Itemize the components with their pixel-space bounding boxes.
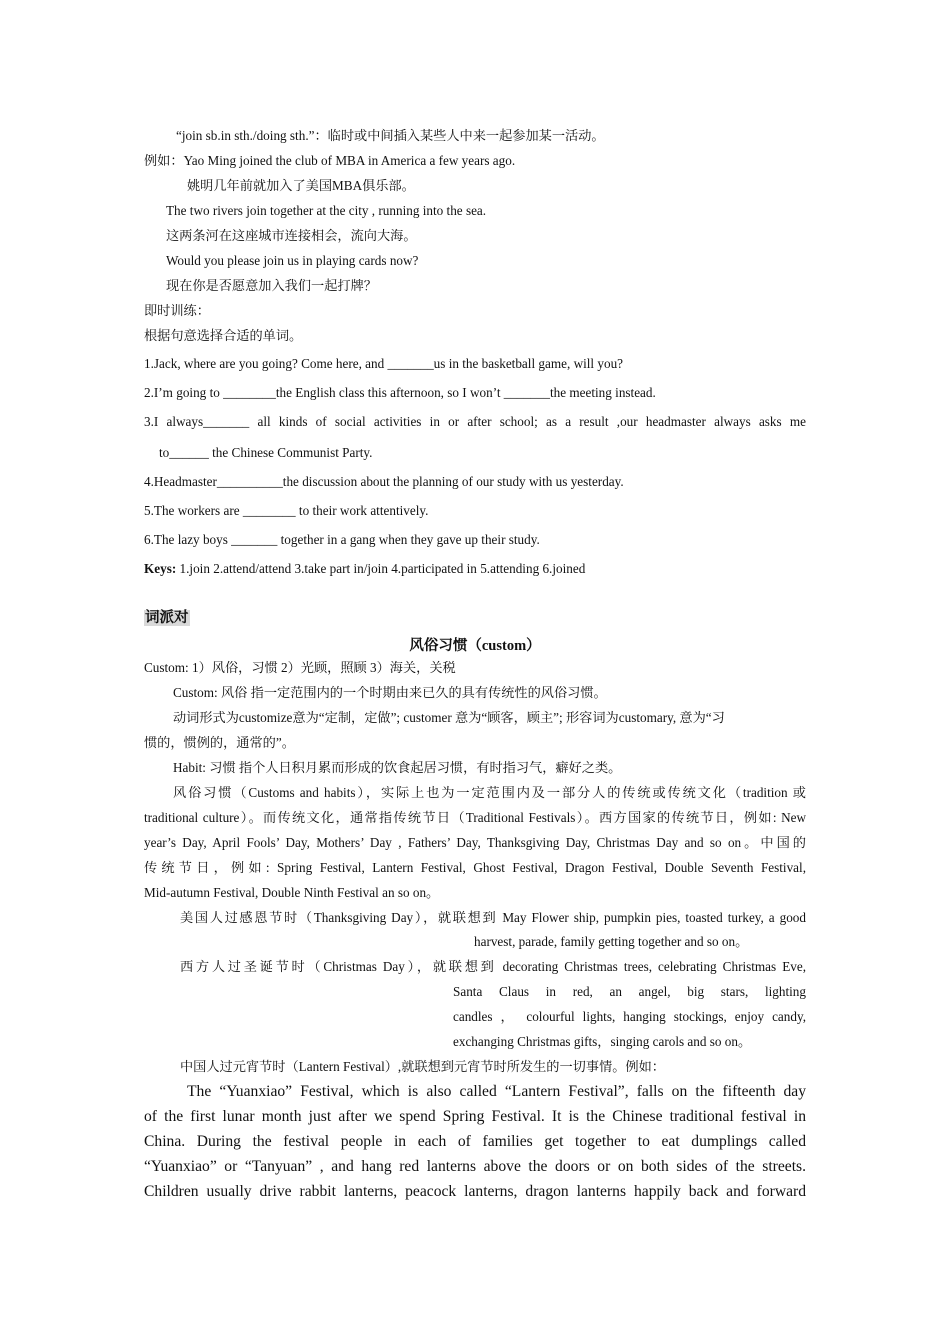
customs-line-1: 风俗习惯（Customs and habits），实际上也为一定范围内及一部分人的传统或传统文化（tradition 或 [173,785,806,800]
examples-label: 例如： [144,153,184,168]
question-1: 1.Jack, where are you going? Come here, and _______us in the basketball game, will you? [144,356,624,371]
lantern-paragraph-line-1: The “Yuanxiao” Festival, which is also called “Lantern Festival”, falls on the fifteenth day [187,1083,806,1100]
example-1-english: Yao Ming joined the club of MBA in America a few years ago. [183,153,516,168]
question-5: 5.The workers are ________ to their work attentively. [144,503,429,518]
habit-definition: Habit: 习惯 指个人日积月累而形成的饮食起居习惯，有时指习气，癖好之类。 [173,760,622,775]
example-line-1 [144,153,515,169]
lantern-paragraph-line-5: Children usually drive rabbit lanterns, peacock lanterns, dragon lanterns happily back and forward [144,1183,806,1200]
question-2: 2.I’m going to ________the English class this afternoon, so I won’t _______the meeting instead. [144,385,656,400]
thanksgiving-line-2: harvest, parade, family getting together and so on。 [474,934,749,949]
section-tag [144,610,190,626]
question-3-line-1: 3.I always_______ all kinds of social activities in or after school; as a result ,our headmaster always asks me [144,414,806,429]
custom-meanings: Custom: 1）风俗，习惯 2）光顾，照顾 3）海关，关税 [144,660,456,675]
custom-definition: Custom: 风俗 指一定范围内的一个时期由来已久的具有传统性的风俗习惯。 [173,685,607,700]
answer-keys [144,561,585,577]
customs-line-5: Mid-autumn Festival, Double Ninth Festival an so on。 [144,885,440,900]
exercise-instruction: 根据句意选择合适的单词。 [144,328,303,343]
phrase-definition: “join sb.in sth./doing sth.”：临时或中间插入某些人中来一起参加某一活动。 [176,128,605,143]
christmas-line-4: exchanging Christmas gifts，singing carols and so on。 [453,1034,752,1049]
word-forms-line-2: 惯的，惯例的，通常的”。 [144,735,295,750]
customs-line-3: year’s Day, April Fools’ Day, Mothers’ Day , Fathers’ Day, Thanksgiving Day, Christmas Day and so on。中国的 [144,835,806,850]
example-3-english: Would you please join us in playing cards now? [166,253,419,268]
section-title: 风俗习惯（custom） [409,638,541,654]
lantern-paragraph-line-4: “Yuanxiao” or “Tanyuan” , and hang red lanterns above the doors or on both sides of the streets. [144,1158,806,1175]
question-6: 6.The lazy boys _______ together in a gang when they gave up their study. [144,532,540,547]
example-3-chinese: 现在你是否愿意加入我们一起打牌？ [166,278,377,293]
example-2-chinese: 这两条河在这座城市连接相会，流向大海。 [166,228,417,243]
keys-text: 1.join 2.attend/attend 3.take part in/join 4.participated in 5.attending 6.joined [176,561,586,576]
lantern-paragraph-line-3: China. During the festival people in each of families get together to eat dumplings called [144,1133,806,1150]
customs-line-4: 传统节日，例如: Spring Festival, Lantern Festival, Ghost Festival, Dragon Festival, Double Seventh Festival, [144,860,806,875]
question-3-line-2: to______ the Chinese Communist Party. [159,445,373,460]
christmas-line-1: 西方人过圣诞节时（Christmas Day），就联想到 decorating Christmas trees, celebrating Christmas Eve, [180,959,806,974]
exercise-heading: 即时训练： [144,303,210,318]
section-tag-label: 词派对 [145,610,189,626]
question-4: 4.Headmaster__________the discussion about the planning of our study with us yesterday. [144,474,624,489]
lantern-paragraph-line-2: of the first lunar month just after we spend Spring Festival. It is the Chinese traditional festival in [144,1108,806,1125]
christmas-line-3: candles ， colourful lights, hanging stockings, enjoy candy, [453,1009,806,1024]
lantern-intro: 中国人过元宵节时（Lantern Festival）,就联想到元宵节时所发生的一切事情。例如： [180,1059,665,1074]
example-2-english: The two rivers join together at the city , running into the sea. [166,203,487,218]
word-forms-line-1: 动词形式为customize意为“定制，定做”; customer 意为“顾客，顾主”; 形容词为customary, 意为“习 [173,710,725,725]
christmas-line-2: Santa Claus in red, an angel, big stars, lighting [453,984,806,999]
example-1-chinese: 姚明几年前就加入了美国MBA俱乐部。 [187,178,415,193]
thanksgiving-line-1: 美国人过感恩节时（Thanksgiving Day），就联想到 May Flower ship, pumpkin pies, toasted turkey, a good [180,910,806,925]
keys-label: Keys: [144,561,177,576]
customs-line-2: traditional culture）。而传统文化，通常指传统节日（Traditional Festivals）。西方国家的传统节日，例如: New [144,810,806,825]
